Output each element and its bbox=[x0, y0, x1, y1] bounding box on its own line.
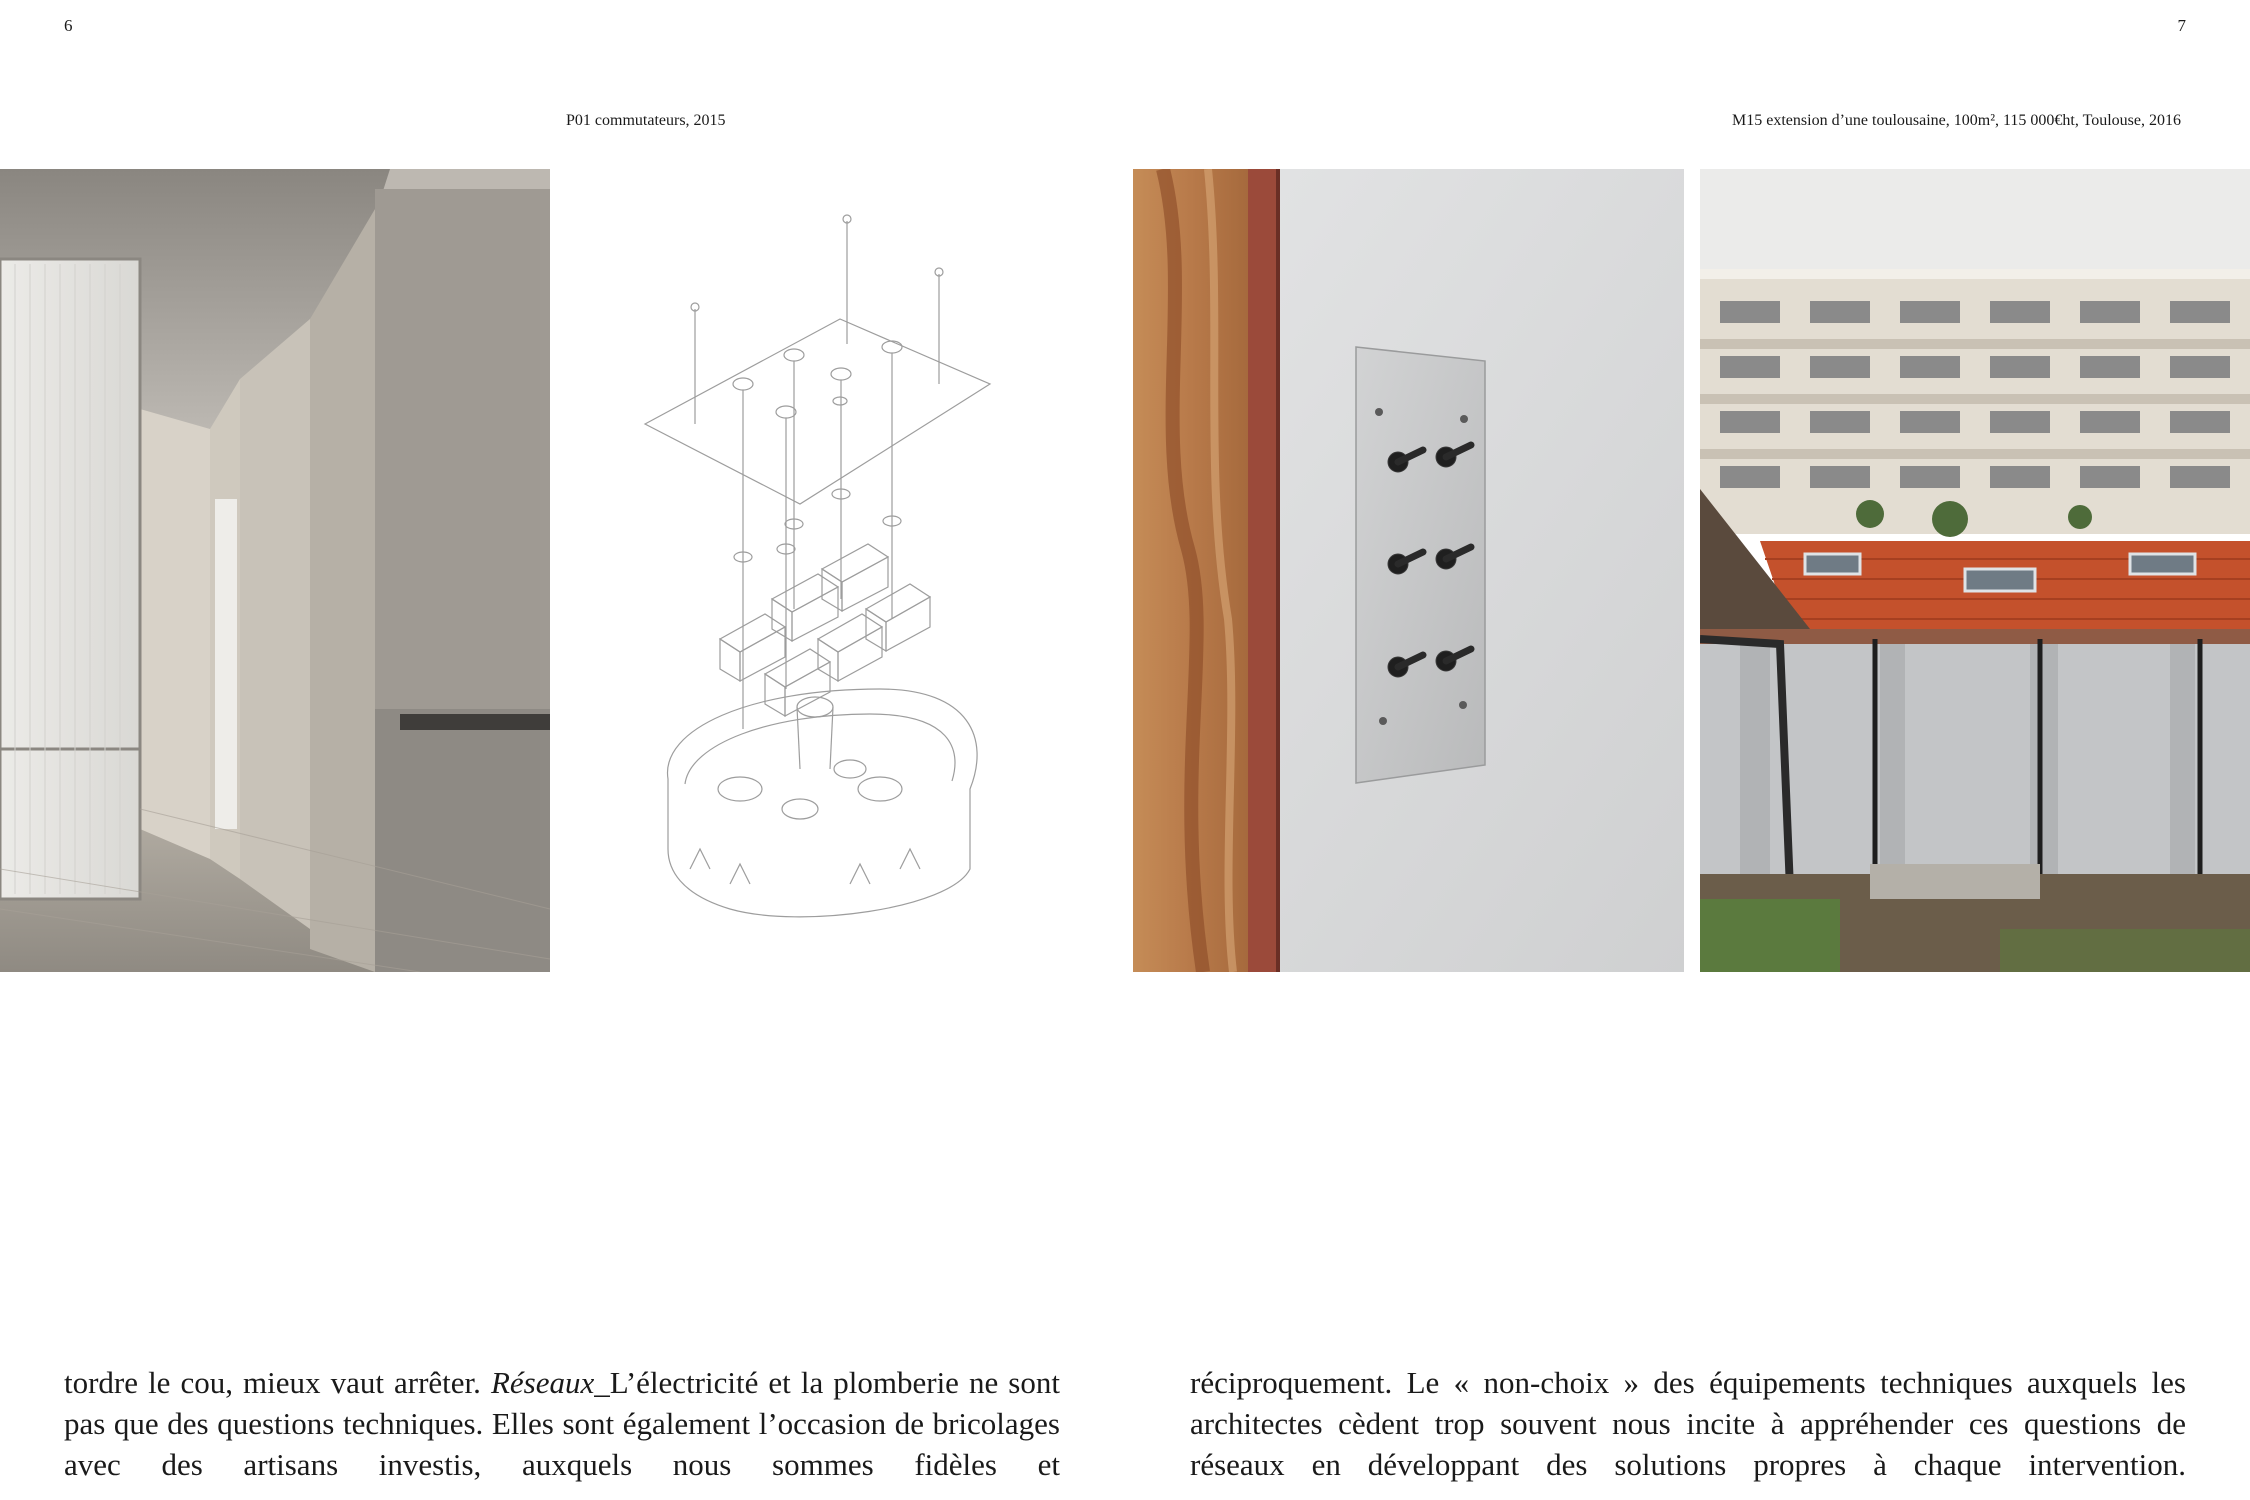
switch-plate-photo bbox=[1133, 169, 1684, 972]
caption-right: M15 extension d’une toulousaine, 100m², 115 000€ht, Toulouse, 2016 bbox=[1732, 112, 2181, 129]
page-number-left: 6 bbox=[64, 16, 73, 35]
interior-corridor-photo bbox=[0, 169, 550, 972]
switch-axonometric-drawing bbox=[550, 169, 1133, 972]
body-text-left bbox=[64, 1362, 1060, 1485]
body-text-left-part3: _L’électricité et la plomberie ne sont pas que des questions techniques. Elles sont également l’occasion de bricolages avec des artisans investis, auxquels nous sommes fidèles et bbox=[64, 1365, 1060, 1482]
body-text-left-italic-term: Réseaux bbox=[490, 1365, 595, 1400]
page-number-right: 7 bbox=[2177, 16, 2186, 35]
body-text-left-part1: tordre le cou, mieux vaut arrêter. bbox=[64, 1365, 491, 1400]
body-text-right: réciproquement. Le « non-choix » des équipements techniques auxquels les architectes cèdent trop souvent nous incite à appréhender ces questions de réseaux en développant des solutions propres à chaque intervention. bbox=[1190, 1365, 2186, 1482]
toulouse-extension-photo bbox=[1700, 169, 2250, 972]
caption-left: P01 commutateurs, 2015 bbox=[566, 112, 726, 129]
